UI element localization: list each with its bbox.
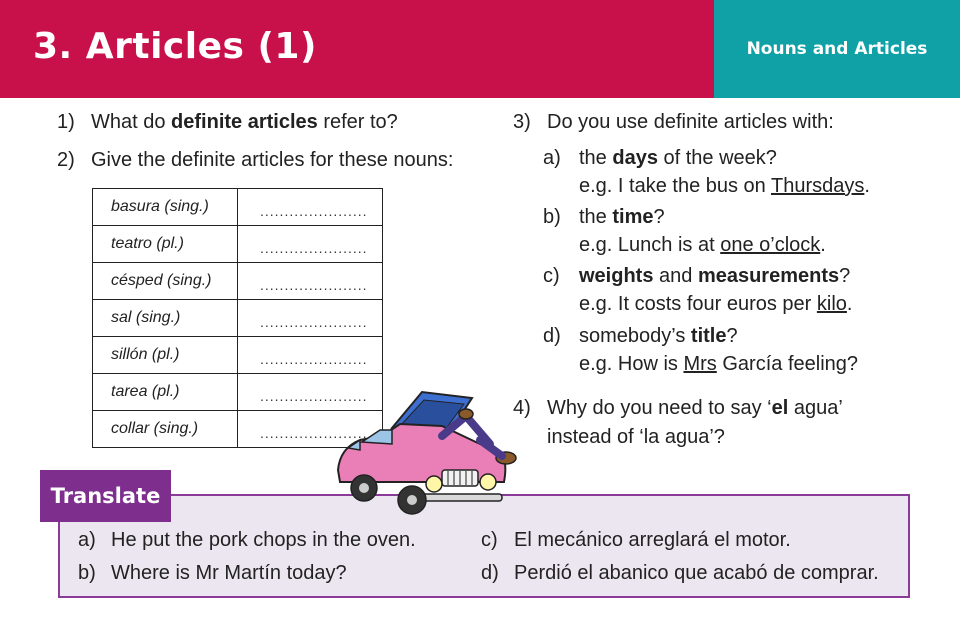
example-underlined: one o’clock (720, 234, 821, 256)
car-mechanic-icon (330, 378, 530, 518)
question-number: 4) (513, 397, 531, 419)
sub-keyword: weights (579, 265, 654, 287)
sub-text: ? (726, 325, 738, 347)
page-header (0, 0, 960, 98)
example-underlined: Thursdays (771, 175, 865, 197)
translate-label: Translate (50, 484, 161, 508)
question-number: 1) (57, 111, 75, 133)
sub-text: the (579, 206, 613, 228)
example-text: García feeling? (716, 353, 859, 375)
sub-letter: d) (543, 325, 561, 347)
question-4 (513, 397, 843, 420)
question-text: What do (91, 111, 172, 133)
item-letter: d) (481, 562, 499, 584)
noun-cell: teatro (pl.) (93, 226, 238, 263)
answer-blank: ...................... (238, 226, 383, 263)
translate-tab (40, 470, 171, 522)
question-3c (543, 265, 850, 288)
item-text: Where is Mr Martín today? (111, 562, 347, 584)
topic-label: Nouns and Articles (746, 39, 928, 59)
answer-blank: ...................... (238, 189, 383, 226)
question-2 (57, 149, 453, 172)
question-3d (543, 325, 738, 348)
question-4-line2: instead of ‘la agua’? (547, 426, 725, 448)
translate-item-c (481, 529, 791, 552)
example-text: . (820, 234, 826, 256)
sub-letter: a) (543, 147, 561, 169)
translate-item-d (481, 562, 879, 585)
example-text: e.g. Lunch is at (579, 234, 721, 256)
item-letter: b) (78, 562, 96, 584)
noun-cell: sillón (pl.) (93, 337, 238, 374)
noun-cell: tarea (pl.) (93, 374, 238, 411)
table-row (93, 263, 383, 300)
question-number: 2) (57, 149, 75, 171)
topic-bar (714, 0, 960, 98)
question-1 (57, 111, 398, 134)
item-letter: c) (481, 529, 498, 551)
noun-cell: basura (sing.) (93, 189, 238, 226)
sub-keyword: title (690, 325, 727, 347)
question-3b (543, 206, 665, 229)
question-text: refer to? (317, 111, 398, 133)
question-3a (543, 147, 777, 170)
item-letter: a) (78, 529, 96, 551)
translate-item-b (78, 562, 347, 585)
example-text: e.g. I take the bus on (579, 175, 771, 197)
noun-cell: césped (sing.) (93, 263, 238, 300)
answer-blank: ...................... (238, 411, 383, 448)
question-keyword: el (771, 397, 789, 419)
title-bar (0, 0, 714, 98)
translate-item-a (78, 529, 416, 552)
question-text: agua’ (788, 397, 843, 419)
sub-text: of the week? (657, 147, 777, 169)
answer-blank: ...................... (238, 263, 383, 300)
question-number: 3) (513, 111, 531, 133)
sub-text: and (653, 265, 698, 287)
page-title: 3. Articles (1) (33, 26, 317, 67)
question-3 (513, 111, 834, 134)
noun-cell: collar (sing.) (93, 411, 238, 448)
sub-text: somebody’s (579, 325, 691, 347)
sub-letter: b) (543, 206, 561, 228)
example-underlined: kilo (816, 293, 847, 315)
table-row (93, 226, 383, 263)
item-text: He put the pork chops in the oven. (111, 529, 416, 551)
table-row (93, 300, 383, 337)
table-row (93, 337, 383, 374)
example-text: e.g. How is (579, 353, 684, 375)
item-text: Perdió el abanico que acabó de comprar. (514, 562, 879, 584)
question-keyword: definite articles (171, 111, 318, 133)
question-text: Give the definite articles for these nouns: (91, 149, 454, 171)
question-text: Do you use definite articles with: (547, 111, 834, 133)
example-3b (579, 234, 826, 257)
sub-keyword: days (612, 147, 658, 169)
example-text: . (846, 293, 853, 315)
sub-text: the (579, 147, 613, 169)
sub-text: ? (653, 206, 665, 228)
question-text: Why do you need to say ‘ (547, 397, 772, 419)
sub-letter: c) (543, 265, 560, 287)
item-text: El mecánico arreglará el motor. (514, 529, 791, 551)
sub-keyword: time (612, 206, 654, 228)
table-row (93, 189, 383, 226)
example-3a (579, 175, 870, 198)
answer-blank: ...................... (238, 337, 383, 374)
example-underlined: Mrs (683, 353, 717, 375)
sub-keyword: measurements (697, 265, 840, 287)
example-text: . (864, 175, 870, 197)
example-text: e.g. It costs four euros per (579, 293, 817, 315)
example-3c (579, 293, 852, 316)
answer-blank: ...................... (238, 374, 383, 411)
answer-blank: ...................... (238, 300, 383, 337)
example-3d (579, 353, 858, 376)
noun-cell: sal (sing.) (93, 300, 238, 337)
sub-text: ? (839, 265, 851, 287)
